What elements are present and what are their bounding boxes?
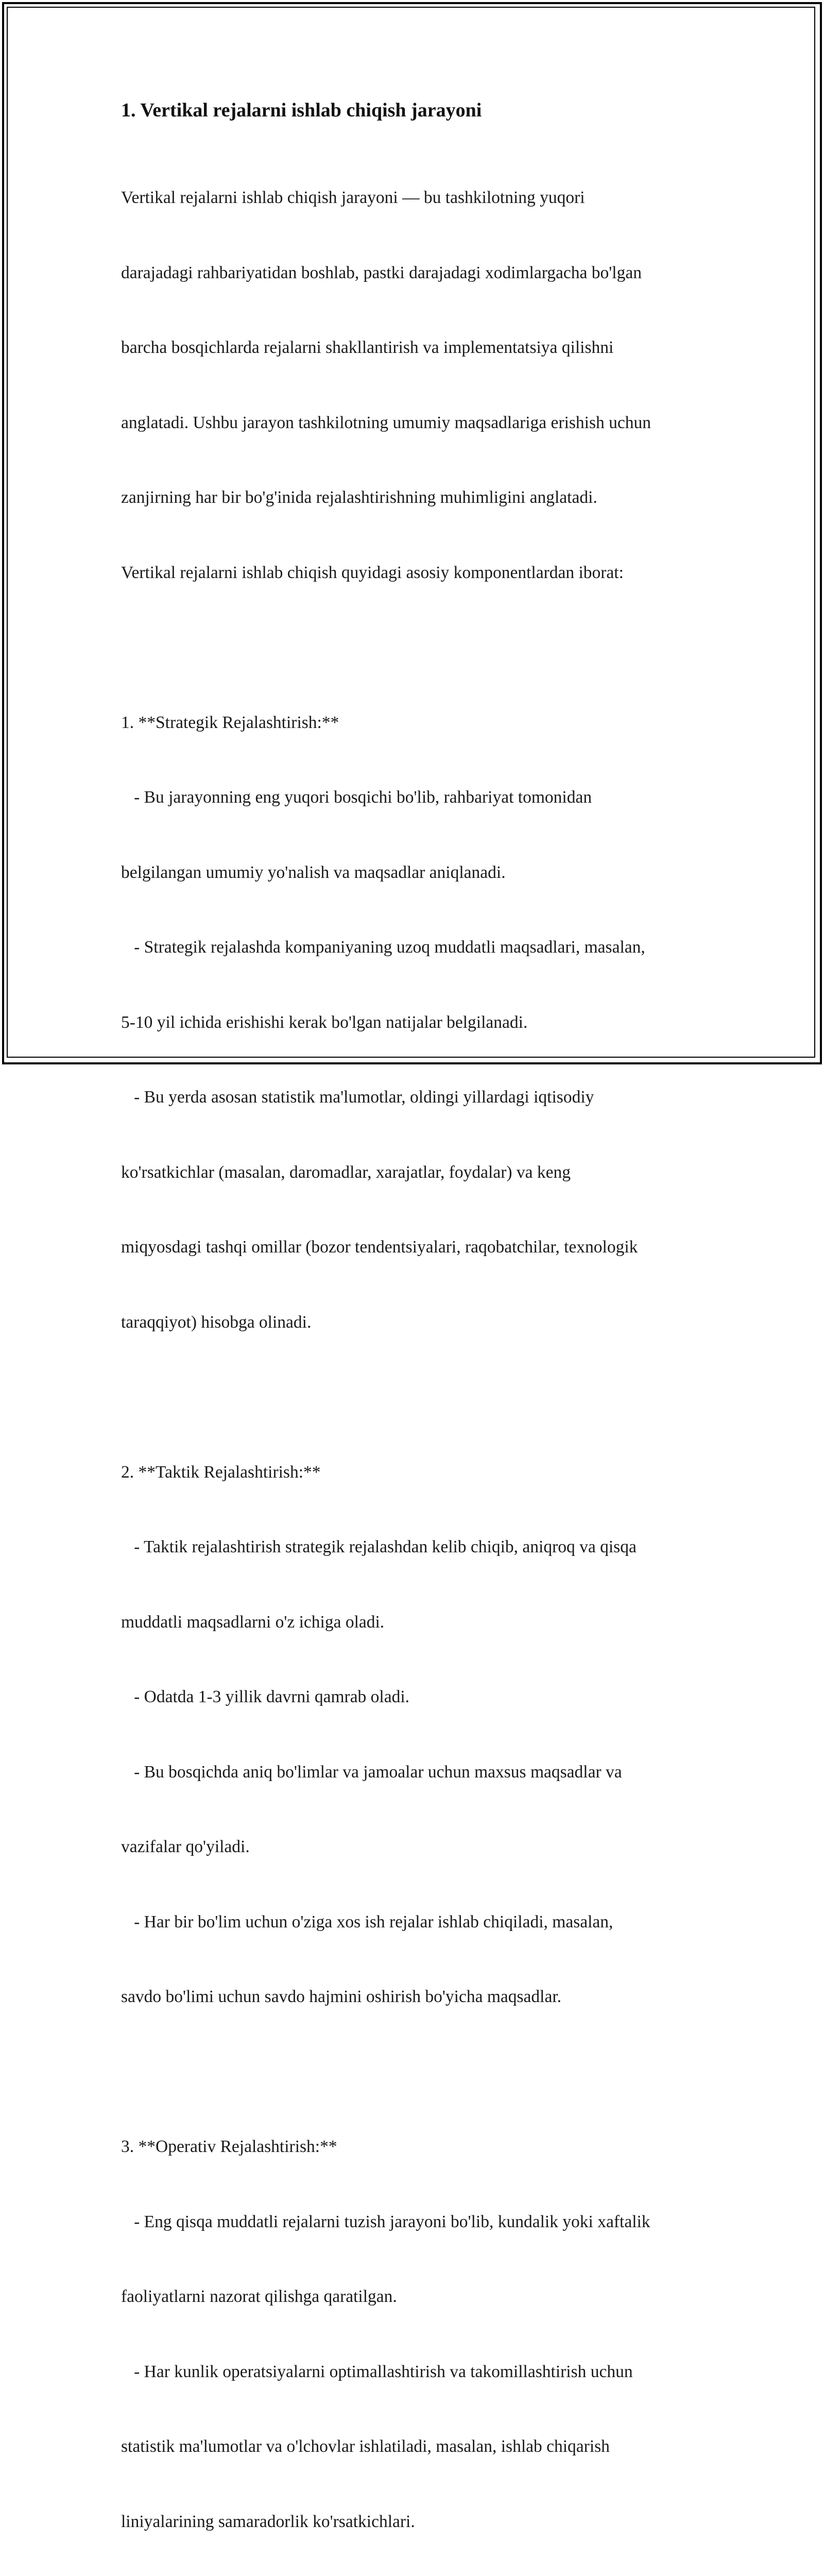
section-heading-operativ: 3. **Operativ Rejalashtirish:**	[121, 2137, 337, 2156]
section-heading-strategik: 1. **Strategik Rejalashtirish:**	[121, 713, 339, 732]
list-item-line: faoliyatlarni nazorat qilishga qaratilgan.	[121, 2287, 397, 2306]
list-item-line: savdo bo'limi uchun savdo hajmini oshirish bo'yicha maqsadlar.	[121, 1987, 562, 2006]
list-item-line: muddatli maqsadlarni o'z ichiga oladi.	[121, 1612, 385, 1632]
list-item-line: - Strategik rejalashda kompaniyaning uzoq muddatli maqsadlari, masalan,	[121, 938, 645, 957]
list-item-line: - Bu yerda asosan statistik ma'lumotlar, oldingi yillardagi iqtisodiy	[121, 1088, 594, 1107]
list-item-line: 5-10 yil ichida erishishi kerak bo'lgan natijalar belgilanadi.	[121, 1012, 528, 1032]
list-item-line: - Har bir bo'lim uchun o'ziga xos ish rejalar ishlab chiqiladi, masalan,	[121, 1912, 613, 1931]
list-item-line: ko'rsatkichlar (masalan, daromadlar, xarajatlar, foydalar) va keng	[121, 1162, 571, 1182]
body-line: zanjirning har bir bo'g'inida rejalashtirishning muhimligini anglatadi.	[121, 488, 597, 507]
list-item-line: belgilangan umumiy yo'nalish va maqsadlar aniqlanadi.	[121, 862, 506, 882]
document-body	[121, 135, 708, 2576]
list-item-line: - Bu bosqichda aniq bo'limlar va jamoalar uchun maxsus maqsadlar va	[121, 1762, 622, 1782]
list-item-line: miqyosdagi tashqi omillar (bozor tendentsiyalari, raqobatchilar, texnologik	[121, 1238, 638, 1257]
list-item-line: - Eng qisqa muddatli rejalarni tuzish jarayoni bo'lib, kundalik yoki xaftalik	[121, 2212, 650, 2231]
list-item-line: taraqqiyot) hisobga olinadi.	[121, 1312, 312, 1332]
document-title: 1. Vertikal rejalarni ishlab chiqish jarayoni	[121, 99, 482, 121]
list-item-line: - Taktik rejalashtirish strategik rejalashdan kelib chiqib, aniqroq va qisqa	[121, 1537, 637, 1556]
blank-line	[121, 1385, 708, 1410]
body-line: darajadagi rahbariyatidan boshlab, pastki darajadagi xodimlargacha bo'lgan	[121, 263, 642, 282]
list-item-line: - Odatda 1-3 yillik davrni qamrab oladi.	[121, 1687, 410, 1706]
body-line: anglatadi. Ushbu jarayon tashkilotning umumiy maqsadlariga erishish uchun	[121, 413, 651, 432]
list-item-line: - Har kunlik operatsiyalarni optimallashtirish va takomillashtirish uchun	[121, 2362, 633, 2381]
list-item-line: statistik ma'lumotlar va o'lchovlar ishlatiladi, masalan, ishlab chiqarish	[121, 2437, 610, 2456]
section-heading-taktik: 2. **Taktik Rejalashtirish:**	[121, 1462, 321, 1482]
list-item-line: vazifalar qo'yiladi.	[121, 1837, 250, 1856]
document-page	[121, 95, 708, 2576]
blank-line	[121, 635, 708, 660]
body-line: barcha bosqichlarda rejalarni shakllantirish va implementatsiya qilishni	[121, 338, 614, 357]
list-item-line: - Bu jarayonning eng yuqori bosqichi bo'lib, rahbariyat tomonidan	[121, 788, 592, 807]
blank-line	[121, 2060, 708, 2085]
list-item-line: liniyalarining samaradorlik ko'rsatkichlari.	[121, 2512, 415, 2531]
body-line: Vertikal rejalarni ishlab chiqish quyidagi asosiy komponentlardan iborat:	[121, 563, 624, 582]
body-line: Vertikal rejalarni ishlab chiqish jarayoni — bu tashkilotning yuqori	[121, 188, 585, 207]
